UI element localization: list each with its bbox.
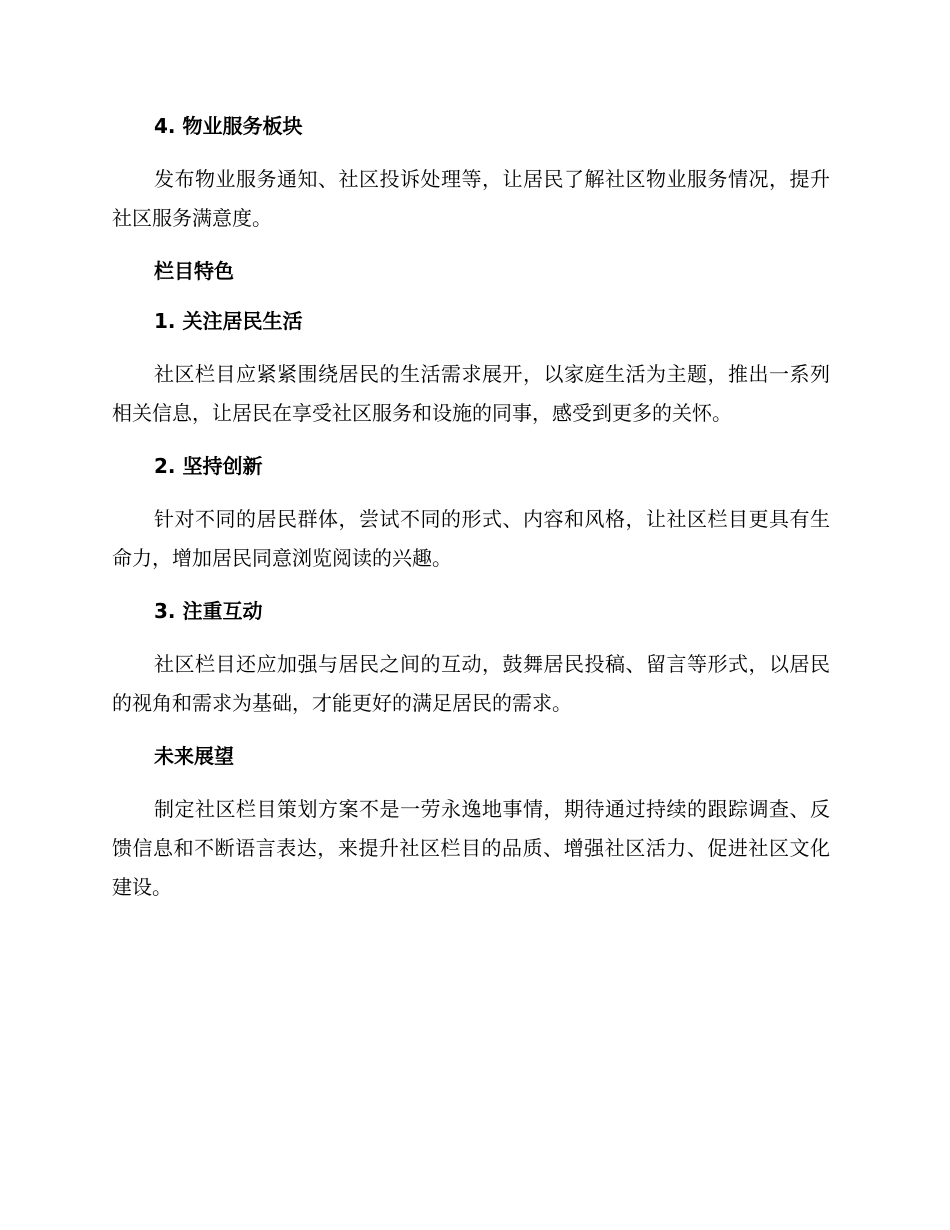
paragraph-innovation: 针对不同的居民群体，尝试不同的形式、内容和风格，让社区栏目更具有生命力，增加居民同意浏览阅读的兴趣。 — [112, 507, 830, 570]
paragraph-interaction: 社区栏目还应加强与居民之间的互动，鼓舞居民投稿、留言等形式，以居民的视角和需求为基础，才能更好的满足居民的需求。 — [112, 652, 830, 715]
document-page — [112, 110, 830, 907]
paragraph-future-outlook: 制定社区栏目策划方案不是一劳永逸地事情，期待通过持续的跟踪调查、反馈信息和不断语言表达，来提升社区栏目的品质、增强社区活力、促进社区文化建设。 — [112, 797, 830, 899]
paragraph-property-service: 发布物业服务通知、社区投诉处理等，让居民了解社区物业服务情况，提升社区服务满意度。 — [112, 167, 830, 230]
section-heading-future-outlook: 未来展望 — [154, 744, 234, 768]
section-heading-innovation: 2. 坚持创新 — [154, 454, 263, 478]
section-heading-resident-life: 1. 关注居民生活 — [154, 309, 303, 333]
section-heading-property-service: 4. 物业服务板块 — [154, 114, 303, 138]
paragraph-resident-life: 社区栏目应紧紧围绕居民的生活需求展开，以家庭生活为主题，推出一系列相关信息，让居民在享受社区服务和设施的同事，感受到更多的关怀。 — [112, 362, 830, 425]
section-heading-interaction: 3. 注重互动 — [154, 599, 263, 623]
section-heading-column-features: 栏目特色 — [154, 259, 234, 283]
